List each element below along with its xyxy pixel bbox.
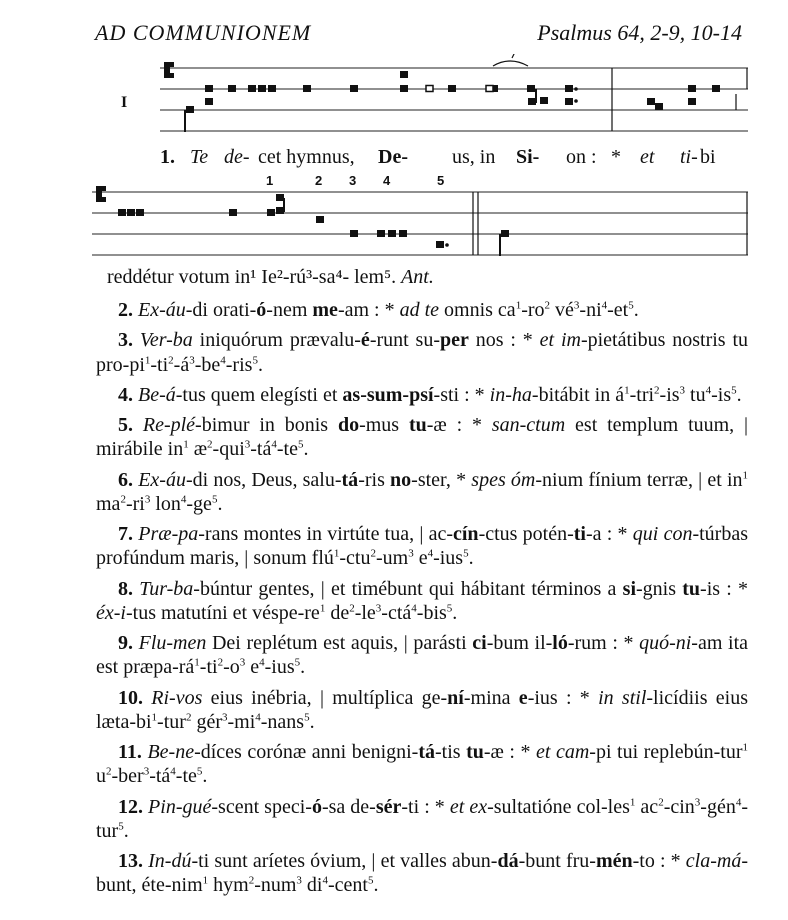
lyric-syllable: Si- bbox=[516, 146, 540, 168]
verse-7 bbox=[96, 522, 748, 570]
lyric-syllable: de- bbox=[224, 146, 250, 168]
verse-number: 3. bbox=[118, 329, 133, 352]
verse-text: Præ-pa-rans montes in virtúte tua, | ac-cín-ctus potén-ti-a : * qui con-túrbas profúndum maris, | sonum $flú^1-ctu^2-um^3$ $e^4-ius^5$. bbox=[96, 523, 748, 570]
verse-number: 8. bbox=[118, 577, 133, 600]
lyric-syllable: bi bbox=[700, 146, 716, 168]
psalm-verses bbox=[96, 298, 748, 904]
verse-13 bbox=[96, 849, 748, 897]
verse-8 bbox=[96, 577, 748, 625]
lyric-text: reddétur votum in¹ Ie²-rú³-sa⁴- lem⁵. bbox=[107, 266, 397, 288]
lyric-syllable: * bbox=[611, 146, 621, 168]
verse-text: In-dú-ti sunt aríetes óvium, | et valles abun-dá-bunt fru-mén-to : * cla-má-bunt, éte-nim$^1$ hym$^2$-num$^3$ $di^4-cent^5$. bbox=[96, 850, 748, 897]
cadence-number: 1 bbox=[266, 173, 274, 188]
cadence-number: 2 bbox=[315, 173, 323, 188]
antiphon-mark: Ant. bbox=[401, 266, 434, 288]
verse-text: Flu-men Dei replétum est aquis, | parásti ci-bum il-ló-rum : * quó-ni-am ita est præpa-$rá^1-ti^2-o^3$ $e^4-ius^5$. bbox=[96, 632, 749, 679]
verse-text: Pin-gué-scent speci-ó-sa de-sér-ti : * et ex-sultatióne col-les$^1$ $ac^2-cin^3-gén^4-tur^5$. bbox=[96, 795, 749, 842]
verse-number: 5. bbox=[118, 414, 133, 437]
verse-9 bbox=[96, 631, 748, 679]
verse-text: Ri-vos eius inébria, | multíplica ge-ní-mina e-ius : * in stil-licídiis eius læta-$bi^1-tur^2$ $gér^3-mi^4-nans^5$. bbox=[96, 686, 748, 733]
lyric-syllable: Te bbox=[190, 146, 209, 168]
verse-number: 6. bbox=[118, 468, 133, 491]
verse-5 bbox=[96, 413, 748, 461]
verse-text: Re-plé-bimur in bonis do-mus tu-æ : * san-ctum est templum tuum, | mirábile $in^1$ $æ^2-qui^3-tá^4-te^5$. bbox=[96, 414, 749, 461]
verse-text: Ver-ba iniquórum prævalu-é-runt su-per nos : * et im-pietátibus nostris tu pro-$pi^1-ti^2-á^3-be^4-ris^5$. bbox=[96, 329, 748, 376]
section-title: AD COMMUNIONEM bbox=[95, 20, 312, 45]
verse-text: Tur-ba-búntur gentes, | et timébunt qui hábitant términos a si-gnis tu-is : * éx-i-tus matutíni et véspe-$re^1$ $de^2-le^3-ctá^4-bis^5$. bbox=[96, 577, 749, 624]
cadence-number: 3 bbox=[349, 173, 357, 188]
verse-11 bbox=[96, 740, 748, 788]
verse-text: Ex-áu-di nos, Deus, salu-tá-ris no-ster, * spes óm-nium fínium terræ, | et $in^1$ $ma^2-ri^3$ $lon^4-ge^5$. bbox=[96, 468, 749, 515]
verse-1-number: 1. bbox=[160, 146, 175, 168]
verse-number: 2. bbox=[118, 299, 133, 321]
chant-staff-2 bbox=[92, 180, 752, 260]
verse-number: 10. bbox=[118, 686, 143, 709]
lyric-syllable: cet hymnus, bbox=[258, 146, 355, 168]
lyric-syllable: et bbox=[640, 146, 655, 168]
verse-number: 4. bbox=[118, 383, 133, 406]
verse-number: 11. bbox=[118, 741, 142, 764]
lyric-line-2 bbox=[107, 266, 434, 289]
verse-12 bbox=[96, 795, 748, 843]
cadence-number: 4 bbox=[383, 173, 391, 188]
verse-4 bbox=[96, 383, 748, 407]
psalm-reference: Psalmus 64, 2-9, 10-14 bbox=[537, 20, 742, 45]
verse-10 bbox=[96, 686, 748, 734]
lyric-syllable: ti- bbox=[680, 146, 698, 168]
chant-staff-1 bbox=[160, 54, 750, 134]
verse-text: Be-ne-díces corónæ anni benigni-tá-tis tu-æ : * et cam-pi tui replebún-tur$^1$ $u^2-ber^3-tá^4-te^5$. bbox=[96, 741, 748, 788]
lyric-syllable: us, in bbox=[452, 146, 496, 168]
verse-number: 13. bbox=[118, 850, 143, 873]
verse-number: 7. bbox=[118, 523, 133, 546]
verse-3 bbox=[96, 328, 748, 376]
verse-2 bbox=[96, 298, 748, 322]
lyric-syllable: De- bbox=[378, 146, 408, 168]
verse-number: 9. bbox=[118, 632, 133, 655]
verse-number: 12. bbox=[118, 795, 143, 818]
verse-text: Ex-áu-di orati-ó-nem me-am : * ad te omnis $ca^1-ro^2$ $vé^3-ni^4-et^5$. bbox=[138, 299, 639, 321]
cadence-number: 5 bbox=[437, 173, 445, 188]
verse-text: Be-á-tus quem elegísti et as-sum-psí-sti : * in-ha-bitábit in $á^1-tri^2-is^3$ $tu^4-is^5$. bbox=[138, 383, 742, 406]
lyric-syllable: on : bbox=[566, 146, 597, 168]
verse-6 bbox=[96, 468, 748, 516]
mode-number: I bbox=[121, 94, 128, 111]
